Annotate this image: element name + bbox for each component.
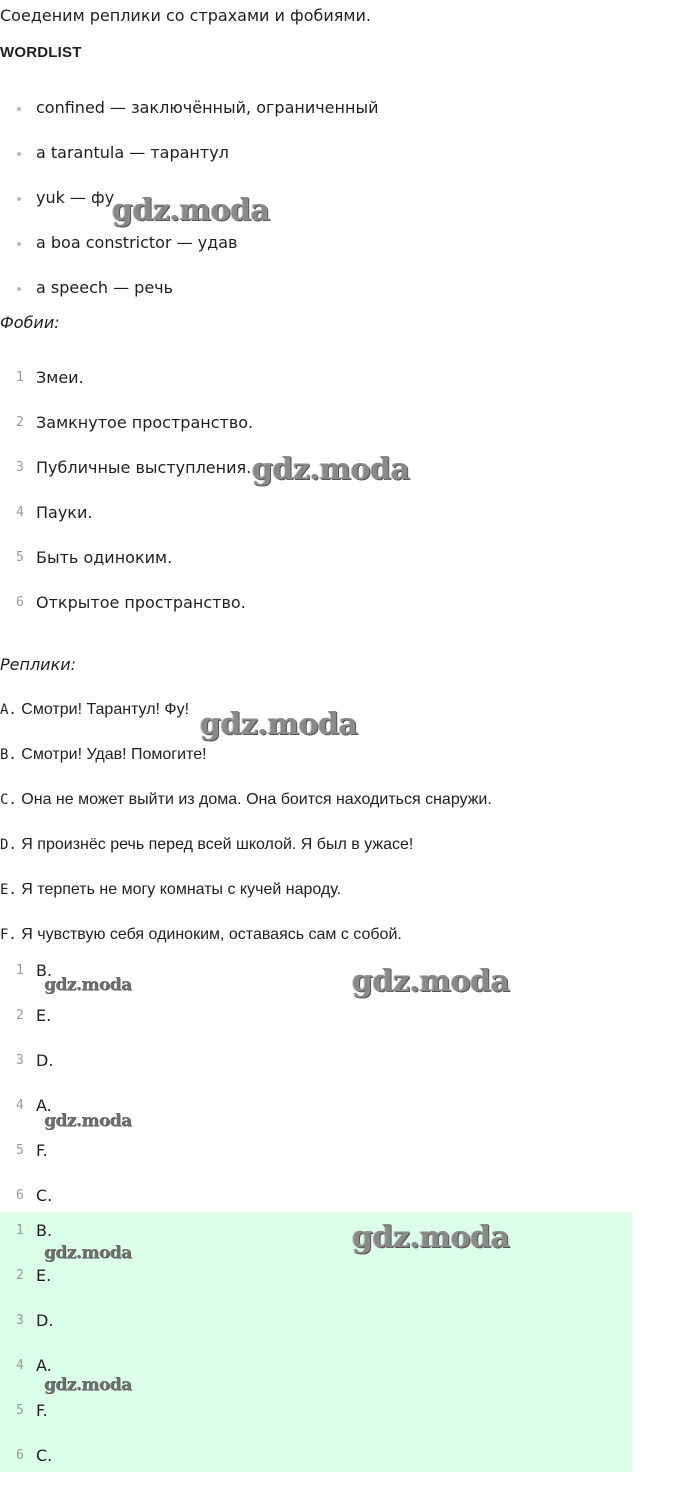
phobia-text: Змеи. — [36, 368, 84, 387]
watermark: gdz.moda — [44, 1375, 132, 1395]
reply-item — [0, 836, 413, 854]
reply-item — [0, 746, 207, 764]
phobia-text: Быть одиноким. — [36, 548, 173, 567]
wordlist-title: WORDLIST — [0, 44, 82, 61]
item-number: 1 — [16, 963, 24, 978]
reply-text: Она не может выйти из дома. Она боится находиться снаружи. — [16, 791, 492, 808]
answer-text: E. — [36, 1266, 52, 1285]
reply-text: Я произнёс речь перед всей школой. Я был в ужасе! — [16, 836, 414, 853]
answer-text: B. — [36, 1221, 53, 1240]
answer-text: C. — [36, 1186, 53, 1205]
item-number: 2 — [16, 415, 24, 430]
reply-letter: A. — [0, 702, 17, 718]
reply-text: Смотри! Тарантул! Фу! — [16, 701, 190, 718]
item-number: 1 — [16, 1223, 24, 1238]
replies-label: Реплики: — [0, 655, 77, 674]
item-number: 3 — [16, 460, 24, 475]
phobia-text: Пауки. — [36, 503, 93, 522]
item-number: 3 — [16, 1053, 24, 1068]
item-number: 2 — [16, 1268, 24, 1283]
reply-letter: F. — [0, 927, 17, 943]
wordlist-item-text: a tarantula — тарантул — [36, 143, 229, 162]
reply-letter: D. — [0, 837, 17, 853]
wordlist-item-text: a boa constrictor — удав — [36, 233, 238, 252]
watermark: gdz.moda — [112, 193, 270, 228]
bullet-dot-icon — [17, 242, 21, 246]
item-number: 4 — [16, 1098, 24, 1113]
reply-item — [0, 701, 189, 719]
reply-letter: E. — [0, 882, 17, 898]
answer-text: A. — [36, 1356, 52, 1375]
phobia-text: Публичные выступления. — [36, 458, 252, 477]
reply-letter: C. — [0, 792, 17, 808]
item-number: 4 — [16, 505, 24, 520]
answer-text: D. — [36, 1311, 54, 1330]
item-number: 6 — [16, 1448, 24, 1463]
answer-text: D. — [36, 1051, 54, 1070]
reply-text: Я терпеть не могу комнаты с кучей народу. — [16, 881, 342, 898]
item-number: 6 — [16, 595, 24, 610]
item-number: 4 — [16, 1358, 24, 1373]
bullet-dot-icon — [17, 197, 21, 201]
item-number: 5 — [16, 1403, 24, 1418]
phobias-label: Фобии: — [0, 313, 60, 332]
item-number: 5 — [16, 1143, 24, 1158]
item-number: 6 — [16, 1188, 24, 1203]
reply-item — [0, 926, 402, 944]
watermark: gdz.moda — [44, 1243, 132, 1263]
item-number: 1 — [16, 370, 24, 385]
watermark: gdz.moda — [352, 964, 510, 999]
reply-item — [0, 791, 492, 809]
phobia-text: Открытое пространство. — [36, 593, 246, 612]
watermark: gdz.moda — [44, 1111, 132, 1131]
bullet-dot-icon — [17, 152, 21, 156]
bullet-dot-icon — [17, 107, 21, 111]
wordlist-item-text: yuk — фу — [36, 188, 115, 207]
reply-item — [0, 881, 341, 899]
bullet-dot-icon — [17, 287, 21, 291]
item-number: 5 — [16, 550, 24, 565]
watermark: gdz.moda — [44, 975, 132, 995]
wordlist-item-text: confined — заключённый, ограниченный — [36, 98, 379, 117]
watermark: gdz.moda — [200, 707, 358, 742]
answer-text: E. — [36, 1006, 52, 1025]
reply-letter: B. — [0, 747, 17, 763]
reply-text: Смотри! Удав! Помогите! — [16, 746, 207, 763]
answer-text: F. — [36, 1141, 48, 1160]
item-number: 2 — [16, 1008, 24, 1023]
watermark: gdz.moda — [352, 1220, 510, 1255]
wordlist-item-text: a speech — речь — [36, 278, 174, 297]
answer-text: F. — [36, 1401, 48, 1420]
intro-text: Соеденим реплики со страхами и фобиями. — [0, 6, 371, 25]
reply-text: Я чувствую себя одиноким, оставаясь сам с собой. — [16, 926, 402, 943]
answer-text: A. — [36, 1096, 52, 1115]
watermark: gdz.moda — [252, 452, 410, 487]
item-number: 3 — [16, 1313, 24, 1328]
answer-text: C. — [36, 1446, 53, 1465]
phobia-text: Замкнутое пространство. — [36, 413, 254, 432]
answer-text: B. — [36, 961, 53, 980]
